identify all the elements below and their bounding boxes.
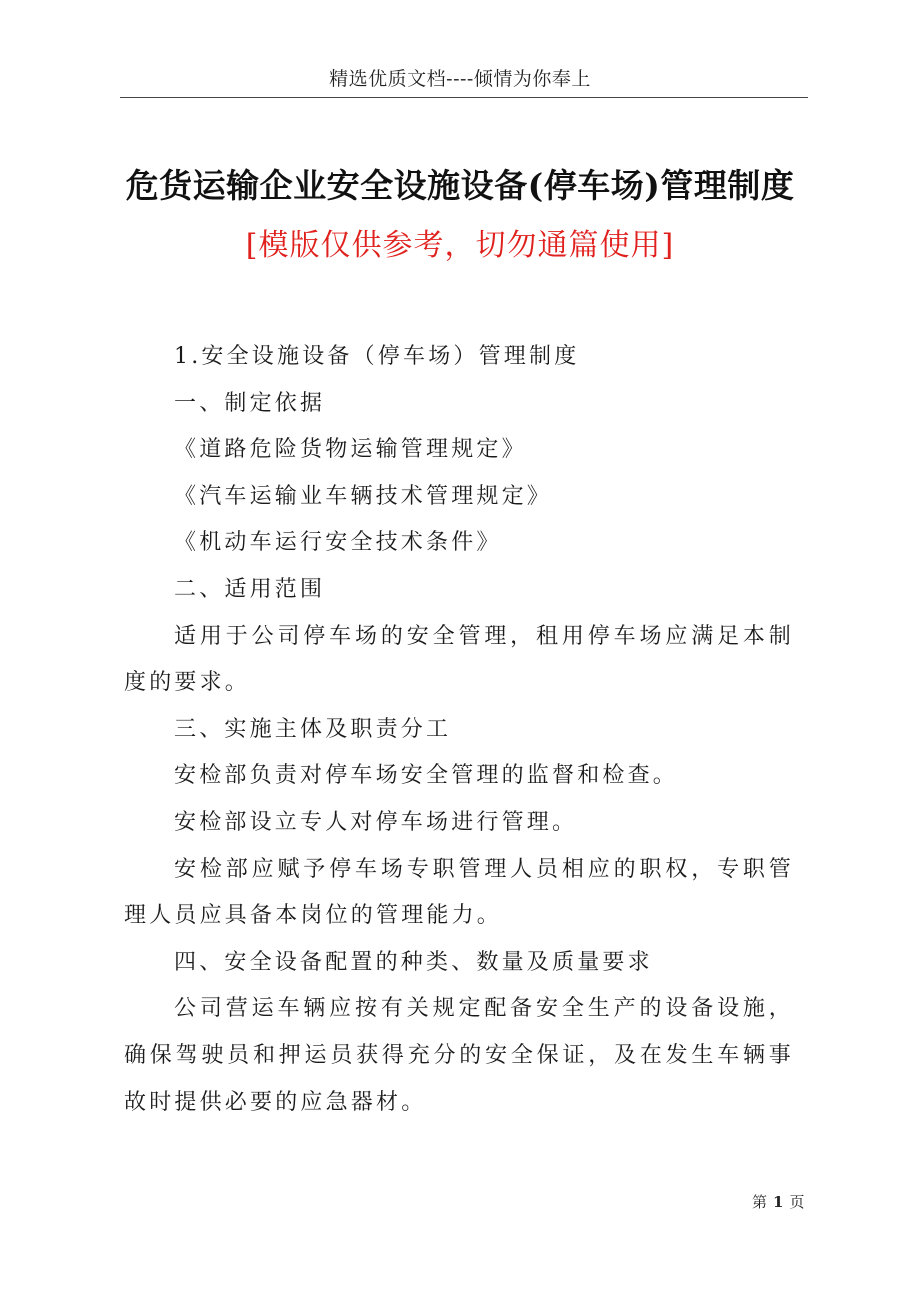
page-header: 精选优质文档----倾情为你奉上 bbox=[329, 68, 591, 90]
page-number-value: 1 bbox=[773, 1193, 784, 1211]
page-number-suffix: 页 bbox=[789, 1193, 805, 1211]
paragraph: 安检部设立专人对停车场进行管理。 bbox=[174, 809, 578, 835]
paragraph: 安检部应赋予停车场专职管理人员相应的职权，专职管理人员应具备本岗位的管理能力。 bbox=[124, 856, 794, 929]
paragraph: 公司营运车辆应按有关规定配备安全生产的设备设施，确保驾驶员和押运员获得充分的安全保证，及在发生车辆事故时提供必要的应急器材。 bbox=[124, 996, 794, 1115]
paragraph: 三、实施主体及职责分工 bbox=[174, 716, 452, 742]
paragraph: 《汽车运输业车辆技术管理规定》 bbox=[174, 483, 553, 509]
paragraph: 1.安全设施设备（停车场）管理制度 bbox=[174, 344, 580, 369]
page-number bbox=[752, 1192, 804, 1212]
document-subtitle: [模版仅供参考，切勿通篇使用] bbox=[245, 228, 675, 263]
paragraph: 二、适用范围 bbox=[174, 576, 326, 602]
document-title: 危货运输企业安全设施设备(停车场)管理制度 bbox=[125, 166, 795, 205]
paragraph: 适用于公司停车场的安全管理，租用停车场应满足本制度的要求。 bbox=[124, 623, 794, 696]
page-number-prefix: 第 bbox=[752, 1193, 768, 1211]
document-body bbox=[124, 334, 794, 1126]
paragraph: 《道路危险货物运输管理规定》 bbox=[174, 437, 527, 463]
paragraph: 四、安全设备配置的种类、数量及质量要求 bbox=[174, 949, 653, 975]
paragraph: 安检部负责对停车场安全管理的监督和检查。 bbox=[174, 763, 679, 789]
paragraph: 《机动车运行安全技术条件》 bbox=[174, 530, 502, 556]
paragraph: 一、制定依据 bbox=[174, 390, 326, 416]
header-divider bbox=[120, 97, 808, 98]
